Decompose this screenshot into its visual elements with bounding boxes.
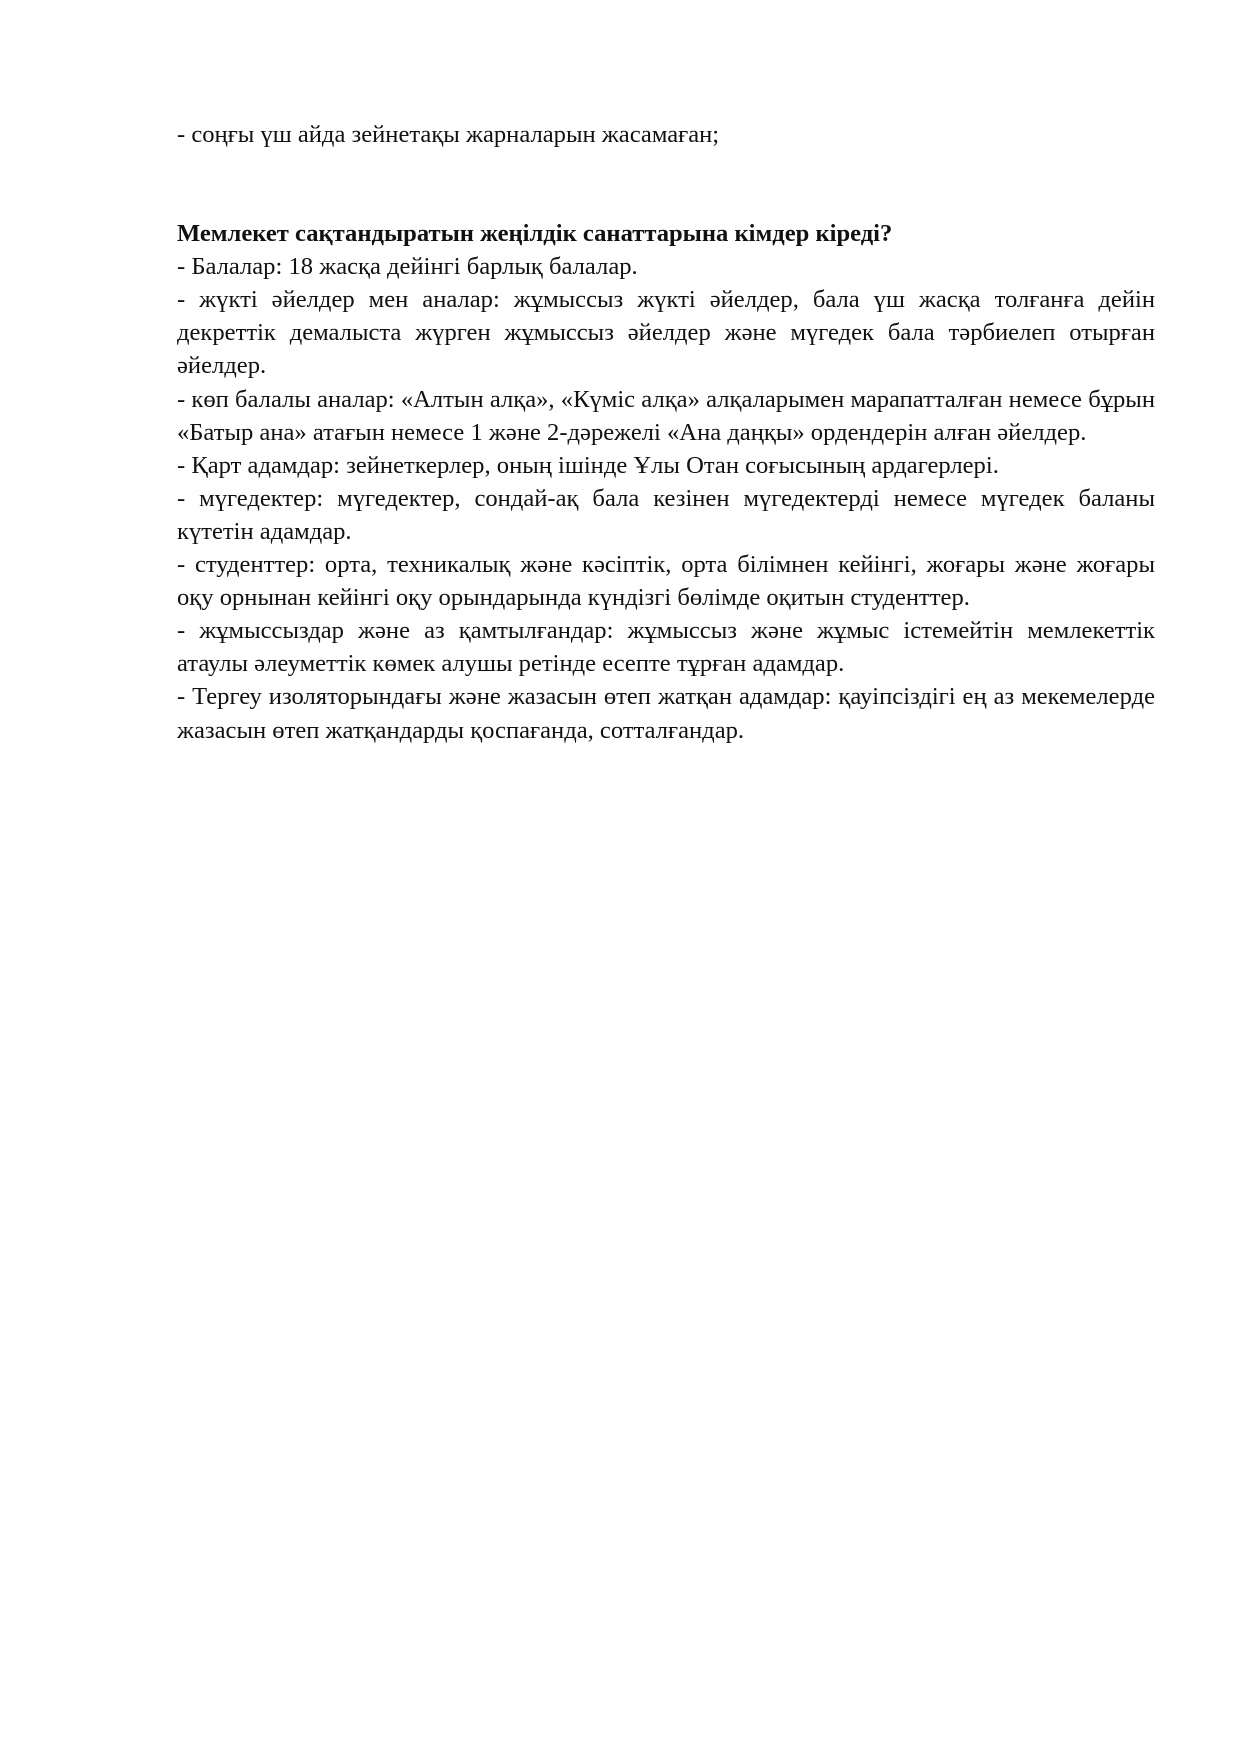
list-item-children: - Балалар: 18 жасқа дейінгі барлық балалар. bbox=[177, 253, 638, 281]
list-item-large-family-mothers: - көп балалы аналар: «Алтын алқа», «Күміс алқа» алқаларымен марапатталған немесе бұрын «Батыр ана» атағын немесе 1 және 2-дәрежелі «Ана даңқы» ордендерін алған әйелдер. bbox=[177, 385, 1155, 446]
list-item-disabled: - мүгедектер: мүгедектер, сондай-ақ бала кезінен мүгедектерді немесе мүгедек баланы күтетін адамдар. bbox=[177, 484, 1155, 545]
list-item-unemployed-low-income: - жұмыссыздар және аз қамтылғандар: жұмыссыз және жұмыс істемейтін мемлекеттік атаулы әлеуметтік көмек алушы ретінде есепте тұрған адамдар. bbox=[177, 617, 1155, 678]
list-item-pregnant-women-mothers: - жүкті әйелдер мен аналар: жұмыссыз жүкті әйелдер, бала үш жасқа толғанға дейін декреттік демалыста жүрген жұмыссыз әйелдер және мүгедек бала тәрбиелеп отырған әйелдер. bbox=[177, 286, 1155, 380]
section-heading: Мемлекет сақтандыратын жеңілдік санаттарына кімдер кіреді? bbox=[177, 220, 893, 248]
document-body bbox=[177, 118, 1155, 747]
intro-line: - соңғы үш айда зейнетақы жарналарын жасамаған; bbox=[177, 121, 720, 148]
list-item-elderly: - Қарт адамдар: зейнеткерлер, оның ішінде Ұлы Отан соғысының ардагерлері. bbox=[177, 451, 999, 479]
list-item-students: - студенттер: орта, техникалық және кәсіптік, орта білімнен кейінгі, жоғары және жоғары оқу орнынан кейінгі оқу орындарында күндізгі бөлімде оқитын студенттер. bbox=[177, 551, 1155, 612]
list-item-detained-convicted: - Тергеу изоляторындағы және жазасын өтеп жатқан адамдар: қауіпсіздігі ең аз мекемелерде жазасын өтеп жатқандарды қоспағанда, сотталғандар. bbox=[177, 683, 1155, 744]
